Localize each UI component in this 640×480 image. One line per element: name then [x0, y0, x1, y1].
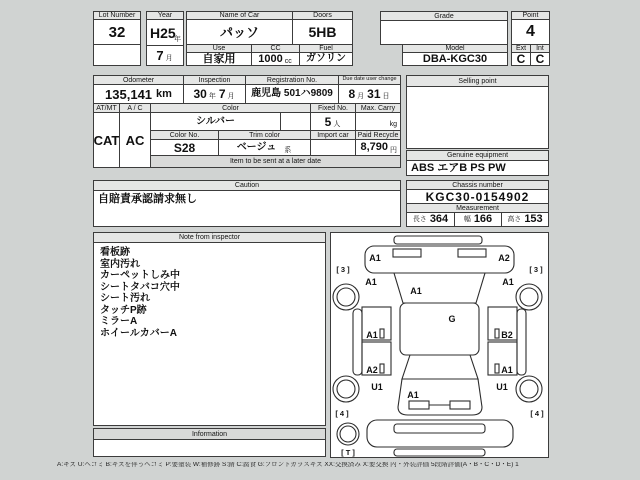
inspection-value-cell	[183, 84, 246, 104]
color-extra-cell	[280, 112, 311, 131]
inspector-note: カーペットしみ中	[100, 270, 180, 281]
odometer-value-cell	[93, 84, 184, 104]
color-value: シルバー	[150, 112, 281, 131]
measurement-length-value: 364	[429, 213, 449, 225]
cc-value: 1000	[258, 52, 283, 65]
damage-fender-front-left: U1	[371, 382, 383, 392]
year-month-cell	[146, 45, 184, 66]
atmt-header: AT/MT	[93, 103, 120, 113]
note-from-inspector-header: Note from inspector	[93, 232, 326, 243]
damage-roof: G	[448, 314, 456, 324]
atmt-value: CAT	[93, 112, 120, 168]
inspector-note: ミラーA	[100, 316, 138, 327]
information-header: Information	[93, 428, 326, 440]
fuel-header: Fuel	[299, 44, 353, 53]
trim-color-value: ベージュ	[236, 141, 277, 153]
int-header: Int	[530, 44, 550, 53]
paid-recycle-header: Paid Recycle	[355, 130, 401, 140]
measurement-width-cell	[454, 212, 502, 227]
chassis-number-header: Chassis number	[406, 180, 549, 190]
inspector-note: シートタバコ穴中	[100, 281, 180, 293]
due-date-value-cell	[338, 84, 401, 104]
later-item-bar: Item to be sent at a later date	[150, 155, 401, 168]
ext-value: C	[511, 52, 531, 66]
damage-corner-rear-right: A2	[498, 253, 510, 263]
damage-wheel-front-left: [ 4 ]	[335, 409, 349, 418]
grade-header: Grade	[380, 11, 508, 21]
fixed-no-header: Fixed No.	[310, 103, 356, 113]
fixed-no-value-cell	[310, 112, 356, 131]
inspection-year-unit: 年	[208, 93, 216, 100]
grade-value	[380, 20, 508, 45]
damage-door-rear-left: A1	[366, 330, 378, 340]
odometer-header: Odometer	[93, 75, 184, 85]
doors-value: 5HB	[292, 19, 353, 45]
year-unit: 年	[174, 36, 181, 43]
registration-no-header: Registration No.	[245, 75, 339, 85]
damage-corner-rear-left: A1	[369, 253, 381, 263]
inspection-year: 30	[193, 87, 207, 101]
damage-quarter-rear-left: A1	[365, 277, 377, 287]
selling-point-value	[406, 86, 549, 149]
genuine-equipment-value: ABS エアB PS PW	[406, 160, 549, 176]
trim-color-header: Trim color	[218, 130, 311, 140]
chassis-number-value: KGC30-0154902	[406, 189, 549, 204]
int-value: C	[530, 52, 550, 66]
lot-empty-cell	[93, 44, 141, 66]
model-header: Model	[402, 44, 508, 53]
damage-quarter-rear-right: A1	[502, 277, 514, 287]
damage-tailgate: A1	[410, 286, 422, 296]
model-value: DBA-KGC30	[402, 52, 508, 66]
registration-no-value: 鹿児島 501ハ9809	[245, 84, 339, 104]
name-of-car-value: パッソ	[186, 19, 293, 45]
damage-wheel-rear-left: [ 3 ]	[336, 265, 350, 274]
color-no-header: Color No.	[150, 130, 219, 140]
trim-color-value-cell	[218, 139, 311, 156]
use-value: 自家用	[186, 52, 252, 66]
year-header: Year	[146, 11, 184, 20]
inspection-header: Inspection	[183, 75, 246, 85]
name-of-car-header: Name of Car	[186, 11, 293, 20]
car-outline	[353, 236, 526, 456]
measurement-header: Measurement	[406, 203, 549, 213]
ext-header: Ext	[511, 44, 531, 53]
damage-door-rear-right: B2	[501, 330, 513, 340]
year-value: H25	[150, 25, 176, 41]
measurement-height-value: 153	[524, 213, 543, 225]
genuine-equipment-header: Genuine equipment	[406, 150, 549, 161]
information-value	[93, 439, 326, 457]
measurement-width-value: 166	[473, 213, 493, 225]
cc-value-cell	[251, 52, 300, 66]
caution-header: Caution	[93, 180, 401, 191]
import-car-header: Import car	[310, 130, 356, 140]
fixed-no-value: 5	[324, 114, 332, 129]
max-carry-value-cell	[355, 112, 401, 131]
inspector-note: 室内汚れ	[100, 258, 140, 270]
year-value-cell	[146, 19, 184, 46]
trim-color-suffix: 系	[284, 146, 292, 154]
cc-header: CC	[251, 44, 300, 53]
inspector-note: ホイールカバーA	[100, 327, 178, 339]
ac-header: A / C	[119, 103, 151, 113]
measurement-height-label: 高さ	[507, 216, 522, 223]
due-date-day-unit: 日	[382, 93, 390, 100]
damage-wheel-front-right: [ 4 ]	[530, 409, 544, 418]
ac-value: AC	[119, 112, 151, 168]
inspector-note: タッチP跡	[100, 304, 147, 316]
damage-wheel-rear-right: [ 3 ]	[529, 265, 543, 274]
inspection-month: 7	[218, 87, 226, 101]
measurement-height-cell	[501, 212, 549, 227]
max-carry-unit: kg	[389, 121, 397, 128]
fixed-no-unit: 人	[333, 120, 341, 128]
paid-recycle-value-cell	[355, 139, 401, 156]
point-header: Point	[511, 11, 550, 20]
car-damage-diagram	[331, 233, 548, 457]
due-date-month: 8	[348, 87, 356, 101]
color-no-value: S28	[150, 139, 219, 156]
damage-spare-tire-label: [ T ]	[341, 448, 355, 457]
damage-fender-front-right: U1	[496, 382, 508, 392]
inspector-note: 看板跡	[100, 247, 130, 258]
use-header: Use	[186, 44, 252, 53]
year-month-unit: 月	[165, 54, 173, 62]
inspection-month-unit: 月	[227, 93, 235, 100]
measurement-length-label: 長さ	[412, 216, 427, 223]
import-car-value	[310, 139, 356, 156]
damage-code-legend: A:キズ U:ヘコミ B:キズを伴うヘコミ P:要塗装 W:補修跡 S:錆 C:腐食 G:フロントガラスキズ XX:交換済み X:要交換 内・外装評価 5段階評価(A・B・C・D・E) 1	[57, 462, 519, 468]
year-month-value: 7	[156, 48, 164, 63]
lot-number-value: 32	[93, 19, 141, 45]
max-carry-header: Max. Carry	[355, 103, 401, 113]
measurement-length-cell	[406, 212, 455, 227]
note-from-inspector-body	[93, 242, 326, 426]
due-date-header: Due date user change	[338, 75, 401, 85]
fuel-value: ガソリン	[299, 52, 353, 66]
paid-recycle-unit: 円	[390, 146, 397, 154]
damage-hood: A1	[407, 390, 419, 400]
doors-header: Doors	[292, 11, 353, 20]
due-date-day: 31	[367, 87, 381, 101]
lot-number-header: Lot Number	[93, 11, 141, 20]
odometer-unit: km	[156, 87, 172, 100]
caution-value: 自賠責承認請求無し	[93, 190, 401, 227]
car-damage-diagram-box	[330, 232, 549, 458]
damage-door-front-left: A2	[366, 365, 378, 375]
measurement-width-label: 幅	[463, 216, 471, 223]
cc-unit: cc	[284, 57, 292, 65]
color-header: Color	[150, 103, 311, 113]
paid-recycle-value: 8,790	[360, 141, 388, 153]
due-date-month-unit: 月	[357, 93, 365, 100]
selling-point-header: Selling point	[406, 75, 549, 87]
damage-door-front-right: A1	[501, 365, 513, 375]
inspector-note: シート汚れ	[100, 293, 150, 304]
odometer-value: 135,141	[105, 86, 153, 102]
point-value: 4	[511, 19, 550, 45]
